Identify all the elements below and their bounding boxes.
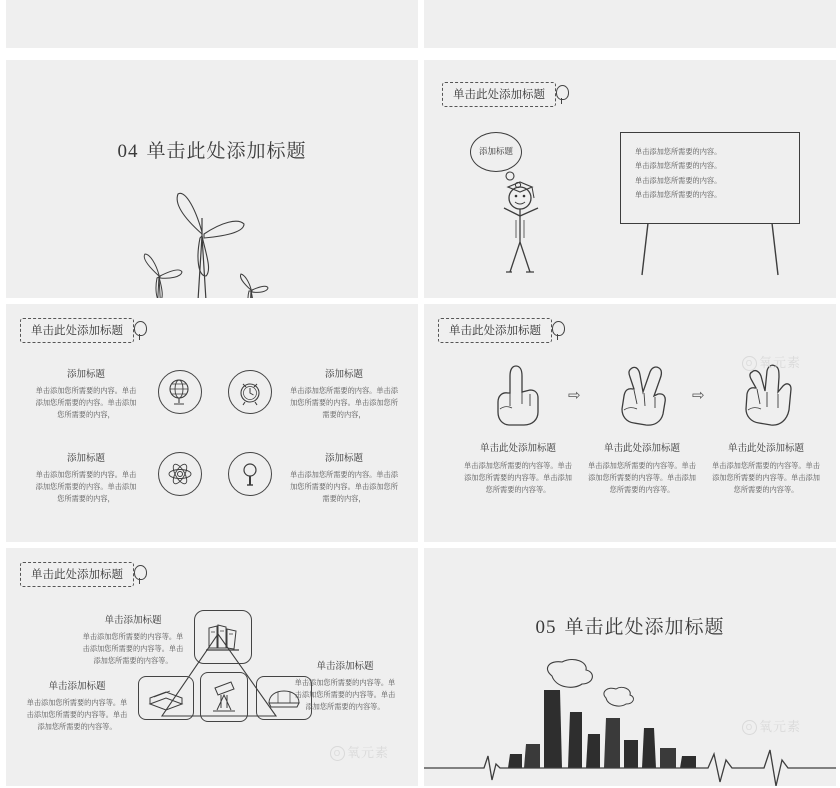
step-body-3: 单击添加您所需要的内容等。单击添加您所需要的内容等。单击添加您所需要的内容等。 <box>712 461 820 494</box>
slide-triangle-diagram <box>6 548 418 786</box>
windmill-illustration-icon <box>6 178 418 298</box>
page-title <box>424 612 836 639</box>
slide-partial-left <box>6 0 418 48</box>
item-body-1: 单击添加您所需要的内容。单击添加您所需要的内容。单击添加您所需要的内容， <box>35 386 137 419</box>
slide-tag-label: 单击此处添加标题 <box>20 562 134 587</box>
slide-four-icons <box>6 304 418 542</box>
hand-three-icon <box>734 362 798 428</box>
balloon-icon <box>551 321 565 341</box>
section-number: 05 <box>535 617 557 638</box>
section-number: 04 <box>117 141 139 162</box>
slide-tag-2 <box>20 318 147 343</box>
item-title-4: 添加标题 <box>324 453 363 464</box>
balloon-icon <box>133 321 147 341</box>
node-body-2: 单击添加您所需要的内容等。单击添加您所需要的内容等。单击添加您所需要的内容等。 <box>26 698 128 731</box>
speech-bubble-label: 添加标题 <box>478 146 513 157</box>
board-line-1: 单击添加您所需要的内容。 <box>635 147 722 156</box>
watermark-logo-icon: O <box>330 746 345 761</box>
watermark-text: 氧元素 <box>759 719 802 734</box>
globe-glyph-icon <box>165 377 195 407</box>
slide-tag-label: 单击此处添加标题 <box>438 318 552 343</box>
slide-section-04 <box>6 60 418 298</box>
item-title-1: 添加标题 <box>66 369 105 380</box>
item-title-2: 添加标题 <box>324 369 363 380</box>
node-title-1: 单击添加标题 <box>104 615 162 626</box>
slide-tag-label: 单击此处添加标题 <box>20 318 134 343</box>
magnifier-icon <box>228 452 272 496</box>
atom-icon <box>158 452 202 496</box>
watermark-text: 氧元素 <box>759 355 802 370</box>
magnifier-glyph-icon <box>235 459 265 489</box>
slide-tag-3 <box>438 318 565 343</box>
step-body-2: 单击添加您所需要的内容等。单击添加您所需要的内容等。单击添加您所需要的内容等。 <box>588 461 696 494</box>
node-body-3: 单击添加您所需要的内容等。单击添加您所需要的内容等。单击添加您所需要的内容等。 <box>294 678 396 711</box>
balloon-icon <box>133 565 147 585</box>
slide-section-05 <box>424 548 836 786</box>
slide-tag-4 <box>20 562 147 587</box>
globe-icon <box>158 370 202 414</box>
section-title-text: 单击此处添加标题 <box>564 617 725 638</box>
books-icon <box>194 610 252 664</box>
item-body-4: 单击添加您所需要的内容。单击添加您所需要的内容。单击添加您所需要的内容， <box>290 470 398 503</box>
step-title-2: 单击此处添加标题 <box>603 443 680 454</box>
board-line-4: 单击添加您所需要的内容。 <box>635 190 722 200</box>
board-line-3: 单击添加您所需要的内容。 <box>635 175 722 185</box>
slide-tag-label: 单击此处添加标题 <box>442 82 556 107</box>
node-title-3: 单击添加标题 <box>316 661 374 672</box>
balloon-icon <box>555 85 569 105</box>
node-body-1: 单击添加您所需要的内容等。单击添加您所需要的内容等。单击添加您所需要的内容等。 <box>82 632 184 665</box>
item-title-3: 添加标题 <box>66 453 105 464</box>
arrow-right-icon-2: ⇨ <box>692 387 705 404</box>
watermark-logo-icon: O <box>742 356 757 371</box>
slide-figure-board <box>424 60 836 298</box>
telescope-glyph-icon <box>207 678 241 716</box>
node-title-2: 单击添加标题 <box>48 681 106 692</box>
speech-bubble <box>470 132 522 172</box>
slide-hand-steps <box>424 304 836 542</box>
slide-partial-right <box>424 0 836 48</box>
slide-tag-1 <box>442 82 569 107</box>
books-glyph-icon <box>203 618 243 656</box>
atom-glyph-icon <box>165 459 195 489</box>
telescope-icon <box>200 672 248 722</box>
board-line-2: 单击添加您所需要的内容。 <box>635 161 722 171</box>
hand-two-icon <box>610 362 674 428</box>
sketch-shape-icon <box>6 0 418 48</box>
content-board <box>620 132 800 224</box>
alarm-clock-glyph-icon <box>235 377 265 407</box>
stick-figure-graduate-icon <box>490 168 580 288</box>
step-body-1: 单击添加您所需要的内容等。单击添加您所需要的内容等。单击添加您所需要的内容等。 <box>464 461 572 494</box>
watermark-logo-icon: O <box>742 720 757 735</box>
watermark-text: 氧元素 <box>347 745 390 760</box>
hand-one-icon <box>486 362 550 428</box>
section-title-text: 单击此处添加标题 <box>146 141 307 162</box>
book-glyph-icon <box>146 684 186 712</box>
step-title-1: 单击此处添加标题 <box>479 443 556 454</box>
step-title-3: 单击此处添加标题 <box>727 443 804 454</box>
book-icon <box>138 676 194 720</box>
arrow-right-icon-1: ⇨ <box>568 387 581 404</box>
page-title <box>6 136 418 163</box>
item-body-3: 单击添加您所需要的内容。单击添加您所需要的内容。单击添加您所需要的内容， <box>35 470 137 503</box>
board-legs-icon <box>620 223 810 283</box>
alarm-clock-icon <box>228 370 272 414</box>
item-body-2: 单击添加您所需要的内容。单击添加您所需要的内容。单击添加您所需要的内容， <box>290 386 398 419</box>
factory-illustration-icon <box>424 656 836 786</box>
